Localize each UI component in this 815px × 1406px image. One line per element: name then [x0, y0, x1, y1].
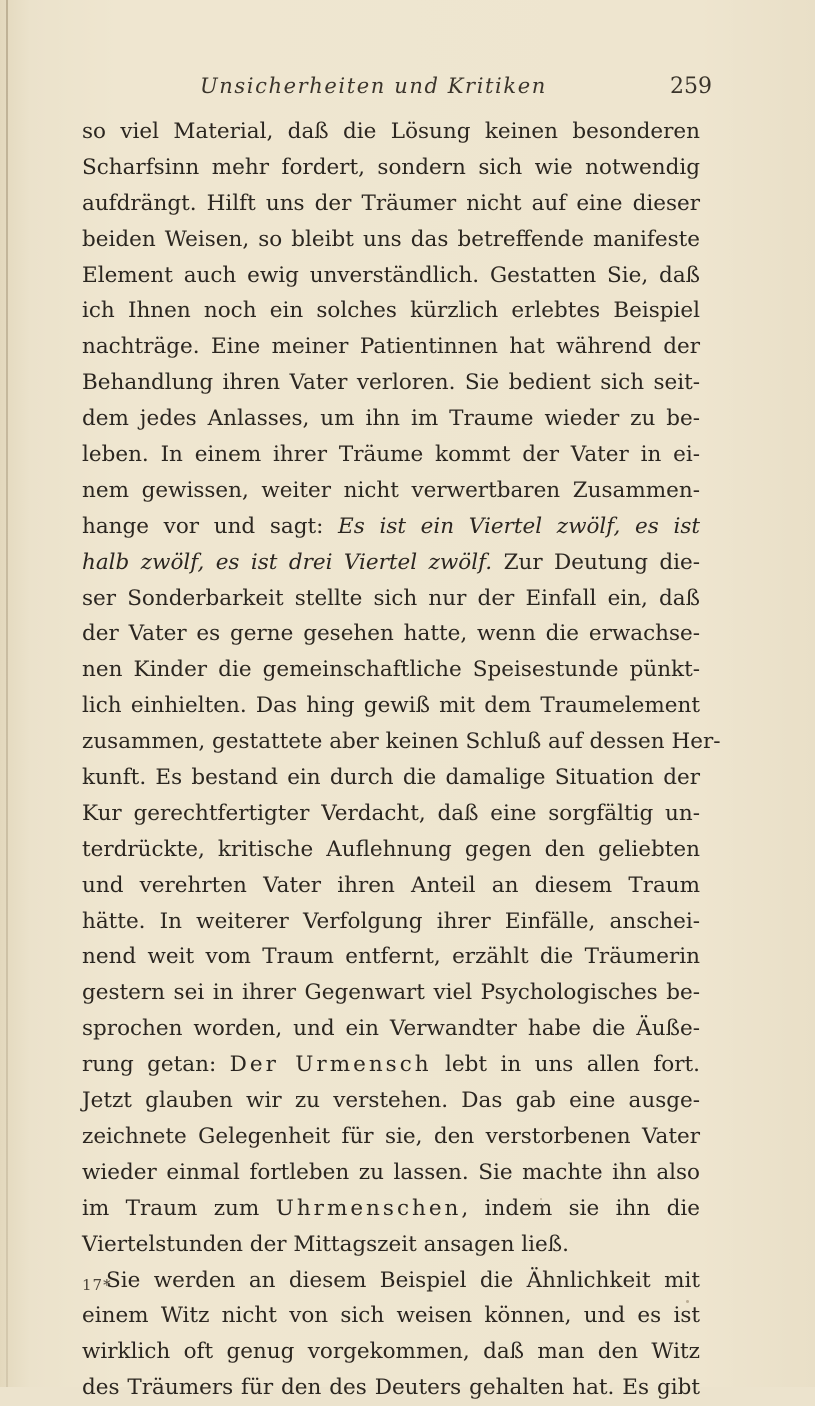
- paper-fleck: [540, 1198, 542, 1200]
- text-line: des Träumers für den des Deuters gehalten hat. Es gibt: [82, 1375, 700, 1401]
- text-line: dem jedes Anlasses, um ihn im Traume wieder zu be-: [82, 406, 700, 432]
- page-gutter-edge: [6, 0, 8, 1387]
- text-run: lebt in uns allen fort.: [431, 1052, 700, 1078]
- text-line: kunft. Es bestand ein durch die damalige Situation der: [82, 765, 700, 791]
- text-line: Kur gerechtfertigter Verdacht, daß eine sorgfältig un-: [82, 800, 700, 826]
- italic-quote: halb zwölf, es ist drei Viertel zwölf.: [82, 549, 493, 575]
- text-line: lich einhielten. Das hing gewiß mit dem Traumelement: [82, 693, 700, 719]
- text-line: gestern sei in ihrer Gegenwart viel Psychologisches be-: [82, 980, 700, 1006]
- text-line: der Vater es gerne gesehen hatte, wenn die erwachse-: [82, 621, 700, 647]
- text-line: nen Kinder die gemeinschaftliche Speisestunde pünkt-: [82, 657, 700, 683]
- text-line: Jetzt glauben wir zu verstehen. Das gab eine ausge-: [82, 1088, 700, 1114]
- text-line: Behandlung ihren Vater verloren. Sie bedient sich seit-: [82, 370, 700, 396]
- text-line: aufdrängt. Hilft uns der Träumer nicht auf eine dieser: [82, 190, 700, 216]
- text-run: im Traum zum: [82, 1195, 276, 1221]
- text-line: [82, 509, 700, 545]
- text-run: Zur Deutung die-: [503, 549, 700, 575]
- text-line: leben. In einem ihrer Träume kommt der Vater in ei-: [82, 442, 700, 468]
- spaced-word: Uhrmenschen: [275, 1195, 462, 1221]
- text-line: [82, 545, 700, 581]
- text-line: und verehrten Vater ihren Anteil an diesem Traum: [82, 872, 700, 898]
- text-line: nem gewissen, weiter nicht verwertbaren Zusammen-: [82, 477, 700, 503]
- page-number: 259: [670, 74, 712, 99]
- text-line: Sie werden an diesem Beispiel die Ähnlichkeit mit: [106, 1267, 700, 1293]
- text-line: zusammen, gestattete aber keinen Schluß auf dessen Her-: [82, 729, 721, 755]
- body-text: [82, 114, 721, 1406]
- paper-fleck: [686, 1300, 689, 1303]
- text-line: [82, 1047, 700, 1083]
- text-line: sprochen worden, und ein Verwandter habe die Äuße-: [82, 1016, 700, 1042]
- text-line: wirklich oft genug vorgekommen, daß man den Witz: [82, 1339, 700, 1365]
- italic-quote: Es ist ein Viertel zwölf, es ist: [338, 513, 700, 539]
- text-run: rung getan:: [82, 1052, 230, 1078]
- signature-mark: 17*: [82, 1276, 112, 1294]
- text-line: so viel Material, daß die Lösung keinen besonderen: [82, 119, 700, 144]
- text-line: einem Witz nicht von sich weisen können, und es ist: [82, 1303, 700, 1329]
- running-title: Unsicherheiten und Kritiken: [200, 74, 547, 98]
- text-line: ser Sonderbarkeit stellte sich nur der Einfall ein, daß: [82, 585, 700, 611]
- text-line: Viertelstunden der Mittagszeit ansagen ließ.: [82, 1231, 569, 1257]
- text-line: Scharfsinn mehr fordert, sondern sich wie notwendig: [82, 154, 700, 180]
- text-line: hätte. In weiterer Verfolgung ihrer Einfälle, anschei-: [82, 908, 700, 934]
- text-line: ich Ihnen noch ein solches kürzlich erlebtes Beispiel: [82, 298, 700, 324]
- spaced-phrase: Der Urmensch: [229, 1052, 432, 1078]
- text-line: Element auch ewig unverständlich. Gestatten Sie, daß: [82, 262, 700, 288]
- text-line: nend weit vom Traum entfernt, erzählt die Träumerin: [82, 944, 700, 970]
- text-line: zeichnete Gelegenheit für sie, den verstorbenen Vater: [82, 1123, 700, 1149]
- text-line: nachträge. Eine meiner Patientinnen hat während der: [82, 334, 700, 360]
- text-line: beiden Weisen, so bleibt uns das betreffende manifeste: [82, 226, 700, 252]
- text-line: terdrückte, kritische Auflehnung gegen den geliebten: [82, 836, 700, 862]
- text-line: wieder einmal fortleben zu lassen. Sie machte ihn also: [82, 1159, 700, 1185]
- text-line: [82, 1191, 700, 1227]
- text-run: , indem sie ihn die: [461, 1195, 700, 1221]
- page-header: [200, 74, 720, 108]
- text-run: hange vor und sagt:: [82, 513, 339, 539]
